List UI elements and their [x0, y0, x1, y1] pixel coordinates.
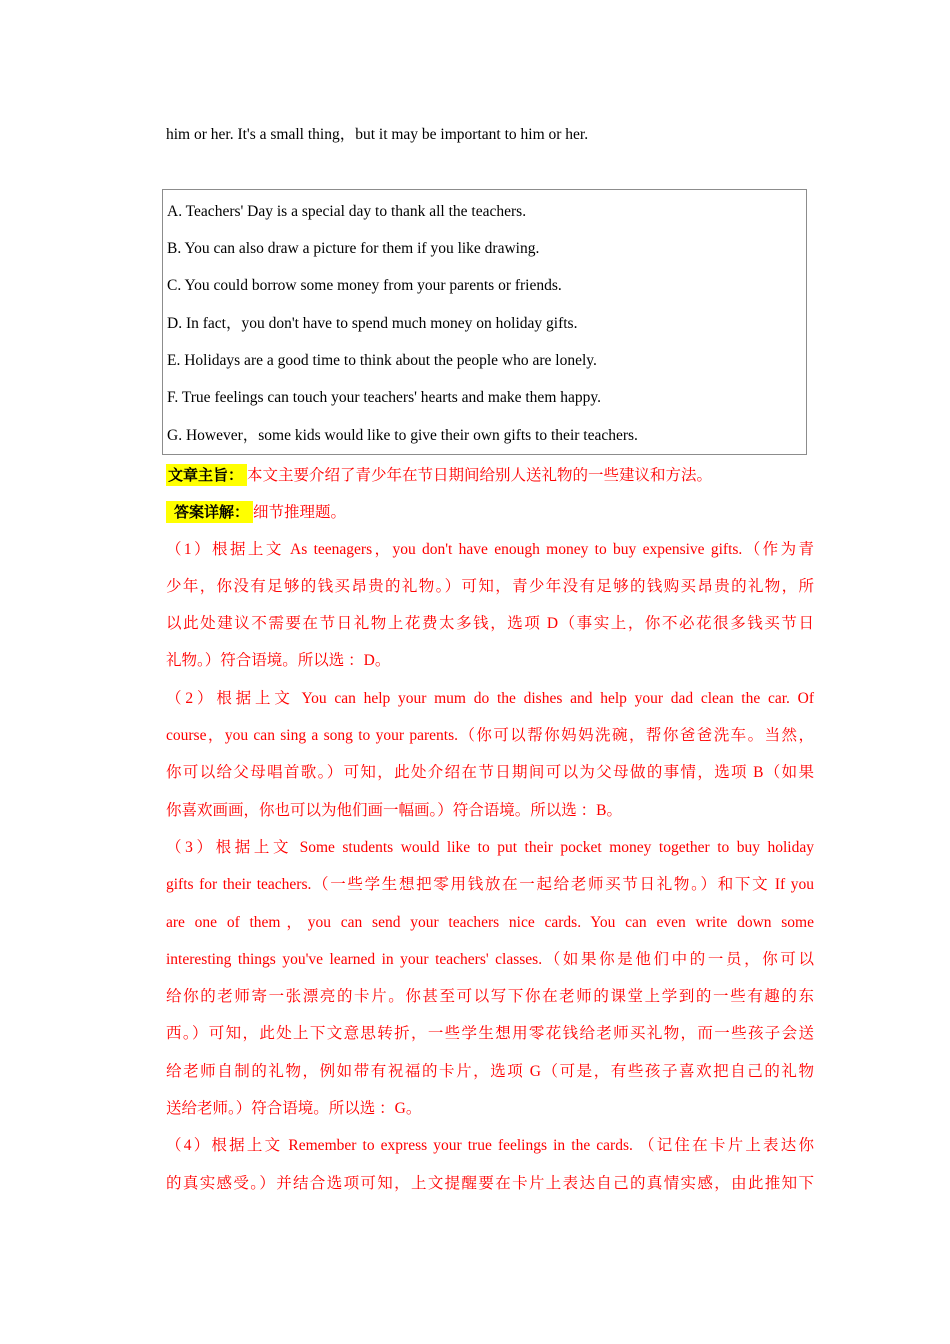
explanation-line: 你可以给父母唱首歌。）可知，此处介绍在节日期间可以为父母做的事情，选项 B（如果: [166, 764, 814, 782]
explanation-line: 少年，你没有足够的钱买昂贵的礼物。）可知，青少年没有足够的钱购买昂贵的礼物，所: [166, 577, 814, 595]
explanation-line: 你喜欢画画，你也可以为他们画一幅画。）符合语境。所以选 ：B。: [166, 801, 622, 819]
option-a: A. Teachers' Day is a special day to thank all the teachers.: [167, 203, 527, 220]
summary-row: [166, 462, 814, 499]
explanation-line: （1）根据上文 As teenagers，you don't have enough money to buy expensive gifts.（作为青: [166, 540, 814, 558]
analysis-section: [166, 462, 814, 1208]
explanation-line: 给老师自制的礼物，例如带有祝福的卡片，选项 G（可是，有些孩子喜欢把自己的礼物: [166, 1062, 814, 1080]
option-e: E. Holidays are a good time to think about the people who are lonely.: [167, 352, 597, 369]
explanation-line: 送给老师。）符合语境。所以选 ：G。: [166, 1100, 422, 1118]
option-d: D. In fact，you don't have to spend much money on holiday gifts.: [167, 315, 578, 332]
explanation-line: course，you can sing a song to your parents.（你可以帮你妈妈洗碗，帮你爸爸洗车。当然，: [166, 727, 814, 745]
summary-label: 文章主旨：: [166, 464, 247, 486]
passage-ending-line: him or her. It's a small thing，but it may be important to him or her.: [166, 126, 589, 143]
option-c: C. You could borrow some money from your parents or friends.: [167, 277, 562, 294]
explanation-line: are one of them，you can send your teachers nice cards. You can even write down some: [166, 913, 814, 931]
explanation-line: interesting things you've learned in your teachers' classes.（如果你是他们中的一员，你可以: [166, 950, 814, 968]
explanation-line: 以此处建议不需要在节日礼物上花费太多钱，选项 D（事实上，你不必花很多钱买节日: [166, 615, 814, 633]
explanation-line: 西。）可知，此处上下文意思转折，一些学生想用零花钱给老师买礼物，而一些孩子会送: [166, 1025, 814, 1043]
options-box: [162, 189, 807, 455]
option-g: G. However，some kids would like to give their own gifts to their teachers.: [167, 427, 638, 444]
summary-text: 本文主要介绍了青少年在节日期间给别人送礼物的一些建议和方法。: [247, 467, 713, 484]
explanation-line: gifts for their teachers.（一些学生想把零用钱放在一起给老师买节日礼物。）和下文 If you: [166, 876, 814, 894]
answer-label: 答案详解：: [166, 501, 253, 523]
explanation-line: （4）根据上文 Remember to express your true feelings in the cards. （记住在卡片上表达你: [166, 1137, 814, 1155]
answer-row: [166, 499, 814, 536]
answer-text: 细节推理题。: [253, 504, 347, 522]
explanation-line: 的真实感受。）并结合选项可知，上文提醒要在卡片上表达自己的真情实感，由此推知下: [166, 1174, 814, 1192]
explanation-line: 给你的老师寄一张漂亮的卡片。你甚至可以写下你在老师的课堂上学到的一些有趣的东: [166, 988, 814, 1006]
explanation-line: 礼物。）符合语境。所以选 ：D。: [166, 652, 391, 670]
explanation-line: （2）根据上文 You can help your mum do the dishes and help your dad clean the car. Of: [166, 689, 814, 707]
option-f: F. True feelings can touch your teachers' hearts and make them happy.: [167, 389, 601, 406]
option-b: B. You can also draw a picture for them if you like drawing.: [167, 240, 540, 257]
explanation-line: （3）根据上文 Some students would like to put their pocket money together to buy holiday: [166, 838, 814, 856]
